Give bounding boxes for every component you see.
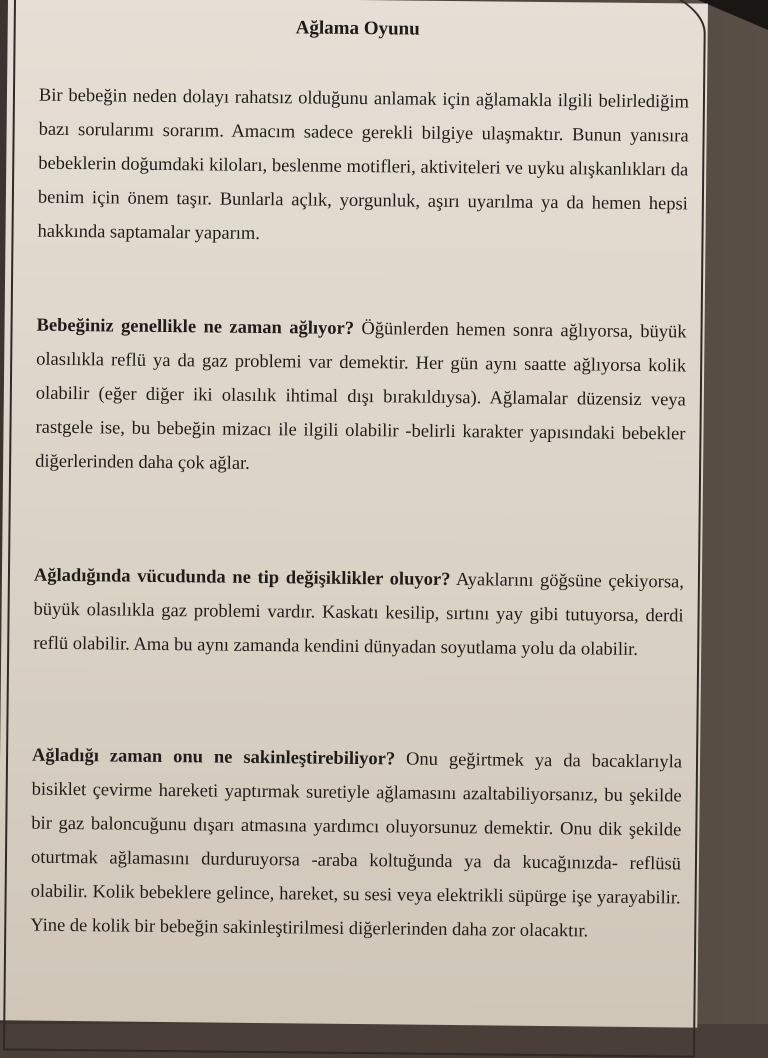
page-corner-shadow — [698, 0, 768, 30]
section-body: Ayaklarını göğsüne çekiyorsa, büyük olasılıkla gaz problemi vardır. Kaskatı kesilip, sırtını yay gibi tutuyorsa, derdi reflü olabilir. Ama bu aynı zamanda kendini dünyadan soyutlama yolu da olabilir. — [33, 569, 685, 660]
section-calming — [30, 739, 682, 950]
section-body-changes — [33, 559, 684, 668]
intro-text: Bir bebeğin neden dolayı rahatsız olduğunu anlamak için ağlamakla ilgili belirlediğim bazı sorularımı sorarım. Amacım sadece gerekli bilgiye ulaşmaktır. Bunun yanısıra bebeklerin doğumdaki kiloları, beslenme motifleri, aktiviteleri ve uyku alışkanlıkları da benim için önem taşır. Bunlarla açlık, yorgunluk, aşırı uyarılma ya da hemen hepsi hakkında saptamalar yaparım. — [37, 85, 690, 244]
section-when-crying — [35, 309, 687, 486]
section-heading: Ağladığı zaman onu ne sakinleştirebiliyor? — [31, 745, 396, 770]
section-paragraph — [35, 309, 687, 486]
section-heading: Bebeğiniz genellikle ne zaman ağlıyor? — [36, 315, 355, 339]
section-body: Onu geğirtmek ya da bacaklarıyla bisiklet çevirme hareketi yaptırmak suretiyle ağlamasını azaltabiliyorsanız, bu şekilde bir gaz baloncuğunu dışarı atmasına yardımcı oluyorsunuz demektir. Onu dik şekilde oturtmak ağlamasını durduruyorsa -araba koltuğunda ya da kucağınızda- reflüsü olabilir. Kolik bebeklere gelince, hareket, su sesi veya elektrikli süpürge işe yarayabilir. Yine de kolik bir bebeğin sakinleştirilmesi diğerlerinden daha zor olacaktır. — [30, 749, 683, 942]
section-paragraph — [30, 739, 682, 950]
section-body: Öğünlerden hemen sonra ağlıyorsa, büyük olasılıkla reflü ya da gaz problemi var demektir. Her gün aynı saatte ağlıyorsa kolik olabilir (eğer diğer iki olasılık ihtimal dışı bırakıldıysa). Ağlamalar düzensiz veya rastgele ise, bu bebeğin mizacı ile ilgili olabilir -belirli karakter yapısındaki bebekler diğerlerinden daha çok ağlar. — [35, 318, 687, 474]
section-heading: Ağladığında vücudunda ne tip değişiklikler oluyor? — [33, 565, 451, 590]
section-paragraph — [33, 559, 684, 668]
page-title: Ağlama Oyunu — [295, 17, 420, 40]
intro-paragraph — [37, 79, 689, 256]
